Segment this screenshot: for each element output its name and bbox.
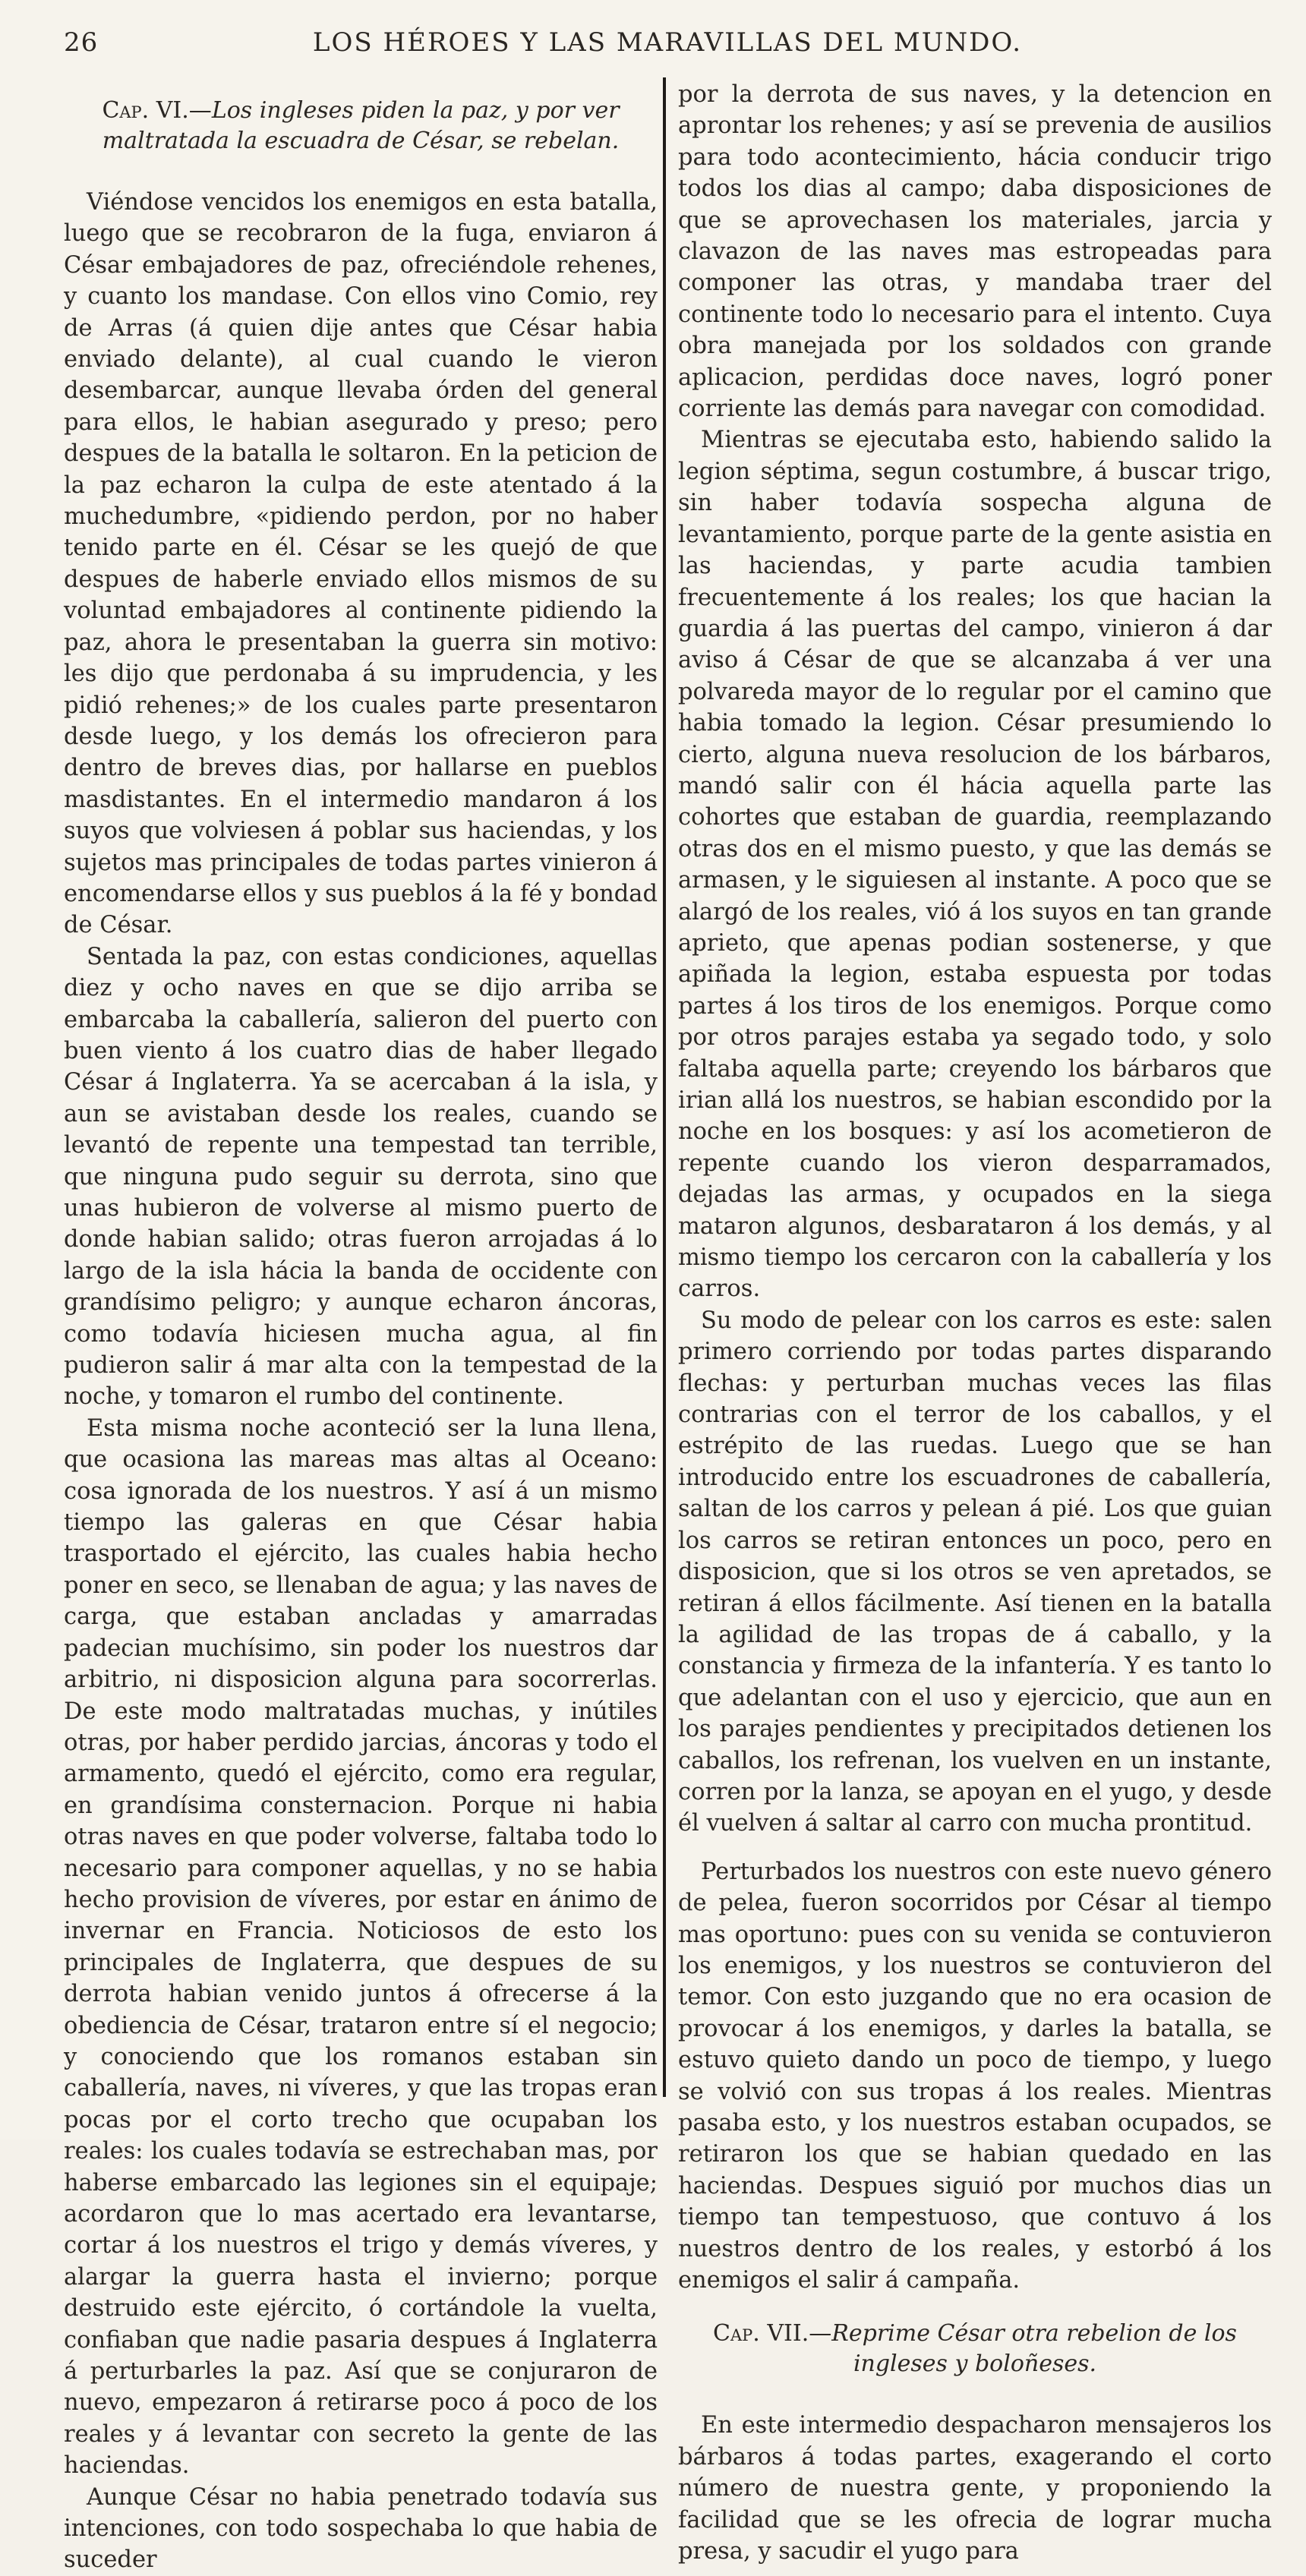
chapter-number: Cap. VI.— (102, 97, 212, 124)
chapter-heading-vii (678, 2319, 1272, 2379)
left-column (64, 85, 658, 2574)
paragraph: Aunque César no habia penetrado todavía sus intenciones, con todo sospechaba lo que habia de suceder (64, 2483, 658, 2574)
right-column (678, 79, 1272, 2565)
paragraph: Su modo de pelear con los carros es este: salen primero corriendo por todas partes disparando flechas: y perturban muchas veces las filas contrarias con el terror de los caballos, y el estrépito de las ruedas. Luego que se han introducido entre los escuadrones de caballería, saltan de los carros y pelean á pié. Los que guian los carros se retiran entonces un poco, pero en disposicion, que si los otros se ven apretados, se retiran á ellos fácilmente. Así tienen en la batalla la agilidad de las tropas de á caballo, y la constancia y firmeza de la infantería. Y es tanto lo que adelantan con el uso y ejercicio, que aun en los parajes pendientes y precipitados detienen los caballos, los refrenan, los vuelven en un instante, corren por la lanza, se apoyan en el yugo, y desde él vuelven á saltar al carro con mucha prontitud. (678, 1307, 1272, 1837)
page-number: 26 (64, 27, 99, 58)
paragraph: En este intermedio despacharon mensajeros los bárbaros á todas partes, exagerando el corto número de nuestra gente, y proponiendo la facilidad que se les ofrecia de lograr mucha presa, y sacudir el yugo para (678, 2412, 1272, 2565)
page-header (64, 27, 1271, 65)
spacer (678, 1840, 1272, 1856)
paragraph: Viéndose vencidos los enemigos en esta batalla, luego que se recobraron de la fuga, enviaron á César embajadores de paz, ofreciéndole rehenes, y cuanto los mandase. Con ellos vino Comio, rey de Arras (á quien dije antes que César habia enviado delante), al cual cuando le vieron desembarcar, aunque llevaba órden del general para ellos, le habian asegurado y preso; pero despues de la batalla le soltaron. En la peticion de la paz echaron la culpa de este atentado á la muchedumbre, «pidiendo perdon, por no haber tenido parte en él. César se les quejó de que despues de haberle enviado ellos mismos de su voluntad embajadores al continente pidiendo la paz, ahora le presentaban la guerra sin motivo: les dijo que perdonaba á su imprudencia, y les pidió rehenes;» de los cuales parte presentaron desde luego, y los demás los ofrecieron para dentro de breves dias, por hallarse en pueblos masdistantes. En el intermedio mandaron á los suyos que volviesen á poblar sus haciendas, y los sujetos mas principales de todas partes vinieron á encomendarse ellos y sus pueblos á la fé y bondad de César. (64, 189, 658, 939)
chapter-heading-vi (64, 96, 658, 156)
paragraph: Mientras se ejecutaba esto, habiendo salido la legion séptima, segun costumbre, á buscar trigo, sin haber todavía sospecha alguna de levantamiento, porque parte de la gente asistia en las haciendas, y parte acudia tambien frecuentemente á los reales; los que hacian la guardia á las puertas del campo, vinieron á dar aviso á César de que se alcanzaba á ver una polvareda mayor de lo regular por el camino que habia tomado la legion. César presumiendo lo cierto, alguna nueva resolucion de los bárbaros, mandó salir con él hácia aquella parte las cohortes que estaban de guardia, reemplazando otras dos en el mismo puesto, y que las demás se armasen, y le siguiesen al instante. A poco que se alargó de los reales, vió á los suyos en tan grande aprieto, que apenas podian sostenerse, y que apiñada la legion, estaba espuesta por todas partes á los tiros de los enemigos. Porque como por otros parajes estaba ya segado todo, y solo faltaba aquella parte; creyendo los bárbaros que irian allá los nuestros, se habian escondido por la noche en los bosques: y así los acometieron de repente cuando los vieron desparramados, dejadas las armas, y ocupados en la siega mataron algunos, desbarataron á los demás, y al mismo tiempo los cercaron con la caballería y los carros. (678, 427, 1272, 1303)
running-title: LOS HÉROES Y LAS MARAVILLAS DEL MUNDO. (312, 27, 1023, 58)
paragraph: por la derrota de sus naves, y la detencion en aprontar los rehenes; y así se prevenia de ausilios para todo acontecimiento, hácia conducir trigo todos los dias al campo; daba disposiciones de que se aprovechasen los materiales, jarcia y clavazon de las naves mas estropeadas para componer las otras, y mandaba traer del continente todo lo necesario para el intento. Cuya obra manejada por los soldados con grande aplicacion, perdidas doce naves, logró poner corriente las demás para navegar con comodidad. (678, 81, 1272, 423)
paragraph: Esta misma noche aconteció ser la luna llena, que ocasiona las mareas mas altas al Oceano: cosa ignorada de los nuestros. Y así á un mismo tiempo las galeras en que César habia trasportado el ejército, las cuales habia hecho poner en seco, se llenaban de agua; y las naves de carga, que estaban ancladas y amarradas padecian muchísimo, sin poder los nuestros dar arbitrio, ni disposicion alguna para socorrerlas. De este modo maltratadas muchas, y inútiles otras, por haber perdido jarcias, áncoras y todo el armamento, quedó el ejército, como era regular, en grandísima consternacion. Porque ni habia otras naves en que poder volverse, faltaba todo lo necesario para componer aquellas, y no se habia hecho provision de víveres, por estar en ánimo de invernar en Francia. Noticiosos de esto los principales de Inglaterra, que despues de su derrota habian venido juntos á ofrecerse á la obediencia de César, trataron entre sí el negocio; y conociendo que los romanos estaban sin caballería, naves, ni víveres, y que las tropas eran pocas por el corto trecho que ocupaban los reales: los cuales todavía se estrechaban mas, por haberse embarcado las legiones sin el equipaje; acordaron que lo mas acertado era levantarse, cortar á los nuestros el trigo y demás víveres, y alargar la guerra hasta el invierno; porque destruido este ejército, ó cortándole la vuelta, confiaban que nadie pasaria despues á Inglaterra á perturbarles la paz. Así que se conjuraron de nuevo, empezaron á retirarse poco á poco de los reales y á levantar con secreto la gente de las haciendas. (64, 1414, 658, 2480)
chapter-title: Reprime César otra rebelion de los ingleses y boloñeses. (831, 2320, 1237, 2378)
chapter-title: Los ingleses piden la paz, y por ver maltratada la escuadra de César, se rebelan. (102, 97, 620, 154)
column-divider (663, 77, 666, 2097)
chapter-number: Cap. VII.— (713, 2320, 832, 2347)
paragraph: Sentada la paz, con estas condiciones, aquellas diez y ocho naves en que se dijo arriba se embarcaba la caballería, salieron del puerto con buen viento á los cuatro dias de haber llegado César á Inglaterra. Ya se acercaban á la isla, y aun se avistaban desde los reales, cuando se levantó de repente una tempestad tan terrible, que ninguna pudo seguir su derrota, sino que unas hubieron de volverse al mismo puerto de donde habian salido; otras fueron arrojadas á lo largo de la isla hácia la banda de occidente con grandísimo peligro; y aunque echaron áncoras, como todavía hiciesen mucha agua, al fin pudieron salir á mar alta con la tempestad de la noche, y tomaron el rumbo del continente. (64, 943, 658, 1411)
paragraph: Perturbados los nuestros con este nuevo género de pelea, fueron socorridos por César al tiempo mas oportuno: pues con su venida se contuvieron los enemigos, y los nuestros se contuvieron del temor. Con esto juzgando que no era ocasion de provocar á los enemigos, y darles la batalla, se estuvo quieto dando un poco de tiempo, y luego se volvió con sus tropas á los reales. Mientras pasaba esto, y los nuestros estaban ocupados, se retiraron los que se habian quedado en las haciendas. Despues siguió por muchos dias un tiempo tan tempestuoso, que contuvo á los nuestros dentro de los reales, y estorbó á los enemigos el salir á campaña. (678, 1858, 1272, 2294)
